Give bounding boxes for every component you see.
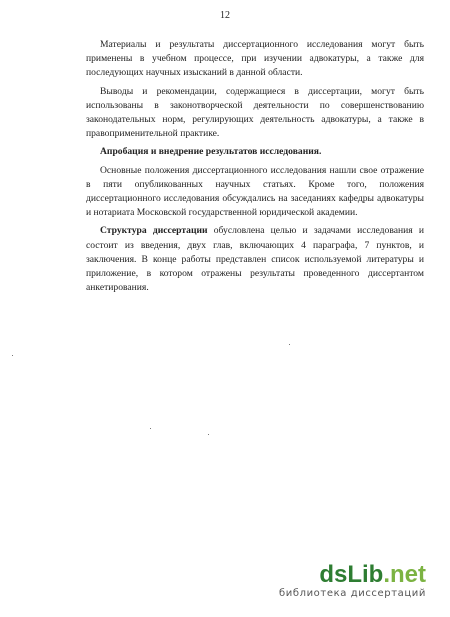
scan-speck xyxy=(12,355,13,356)
watermark-logo xyxy=(279,563,426,587)
watermark-logo-dslib: dsLib xyxy=(319,561,384,588)
section-heading-approbation: Апробация и внедрение результатов исследования. xyxy=(100,146,322,158)
watermark xyxy=(279,563,426,599)
scan-speck xyxy=(150,428,151,429)
watermark-logo-net: .net xyxy=(383,561,426,588)
page-number: 12 xyxy=(220,10,230,21)
paragraph-recommendations: Выводы и рекомендации, содержащиеся в диссертации, могут быть использованы в законотворческой деятельности по совершенствованию законодательных норм, регулирующих деятельность адвокатуры, а также в правоприменительной практике. xyxy=(86,85,424,140)
document-body xyxy=(86,38,424,299)
watermark-tagline: библиотека диссертаций xyxy=(278,588,426,599)
paragraph-publications: Основные положения диссертационного исследования нашли свое отражение в пяти опубликованных научных статьях. Кроме того, положения диссертационного исследования обсуждались на заседаниях кафедры адвокатуры и нотариата Московской государственной юридической академии. xyxy=(86,164,424,219)
structure-text: обусловлена целью и задачами исследования и состоит из введения, двух глав, включающих 4 параграфа, 7 пунктов, и заключения. В конце работы представлен список используемой литературы и приложение, в котором отражены результаты проведенного диссертантом анкетирования. xyxy=(86,225,424,294)
scan-speck xyxy=(289,344,290,345)
paragraph-application: Материалы и результаты диссертационного исследования могут быть применены в учебном процессе, при изучении адвокатуры, а также для последующих научных изысканий в данной области. xyxy=(86,39,424,79)
structure-bold-lead: Структура диссертации xyxy=(100,225,208,237)
paragraph-structure xyxy=(86,224,424,295)
scan-speck xyxy=(208,434,209,435)
